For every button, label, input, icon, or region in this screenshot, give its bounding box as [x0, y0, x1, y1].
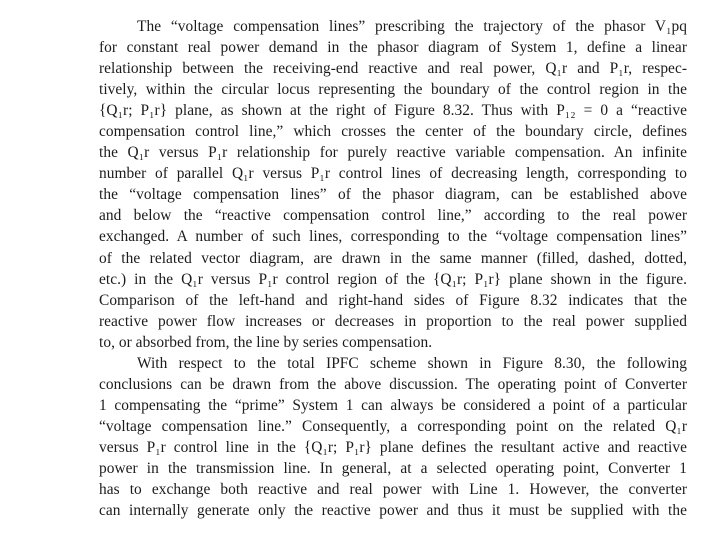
text-line: “voltage compensation line.” Consequently, a corresponding point on the related Q₁r [99, 417, 687, 435]
text-line: can internally generate only the reactive power and thus it must be supplied with the [99, 502, 687, 520]
text-line: of the related vector diagram, are drawn in the same manner (filled, dashed, dotted, [99, 249, 687, 267]
text-line: versus P₁r control line in the {Q₁r; P₁r} plane defines the resultant active and reactive [99, 438, 687, 456]
paragraph-ipfc-conclusions [61, 353, 687, 521]
text-line: to, or absorbed from, the line by series compensation. [99, 333, 433, 351]
text-line: the “voltage compensation lines” of the phasor diagram, can be established above [99, 186, 687, 204]
text-line: number of parallel Q₁r versus P₁r control lines of decreasing length, corresponding to [99, 165, 687, 183]
text-line: relationship between the receiving-end reactive and real power, Q₁r and P₁r, respec- [99, 60, 687, 78]
text-line: The “voltage compensation lines” prescribing the trajectory of the phasor V₁pq [137, 18, 687, 35]
text-line: compensation control line,” which crosses the center of the boundary circle, defines [99, 123, 687, 141]
body-text [61, 16, 687, 521]
text-line: for constant real power demand in the phasor diagram of System 1, define a linear [99, 39, 687, 57]
text-line: {Q₁r; P₁r} plane, as shown at the right of Figure 8.32. Thus with P₁₂ = 0 a “reactive [99, 102, 687, 120]
text-line: the Q₁r versus P₁r relationship for purely reactive variable compensation. An infinite [99, 144, 687, 162]
text-line: With respect to the total IPFC scheme shown in Figure 8.30, the following [137, 354, 687, 372]
text-line: power in the transmission line. In general, at a selected operating point, Converter 1 [99, 459, 687, 477]
text-line: and below the “reactive compensation control line,” according to the real power [99, 207, 687, 225]
paragraph-voltage-compensation-lines [61, 16, 687, 353]
text-line: Comparison of the left-hand and right-hand sides of Figure 8.32 indicates that the [99, 291, 687, 309]
text-line: exchanged. A number of such lines, corresponding to the “voltage compensation lines” [99, 228, 687, 246]
text-line: has to exchange both reactive and real power with Line 1. However, the converter [99, 481, 687, 499]
text-line: etc.) in the Q₁r versus P₁r control region of the {Q₁r; P₁r} plane shown in the figure. [99, 270, 687, 288]
text-line: reactive power flow increases or decreases in proportion to the real power supplied [99, 312, 687, 330]
text-line: tively, within the circular locus representing the boundary of the control region in the [99, 81, 687, 99]
text-line: 1 compensating the “prime” System 1 can always be considered a point of a particular [99, 396, 687, 414]
text-line: conclusions can be drawn from the above discussion. The operating point of Converter [99, 375, 687, 393]
